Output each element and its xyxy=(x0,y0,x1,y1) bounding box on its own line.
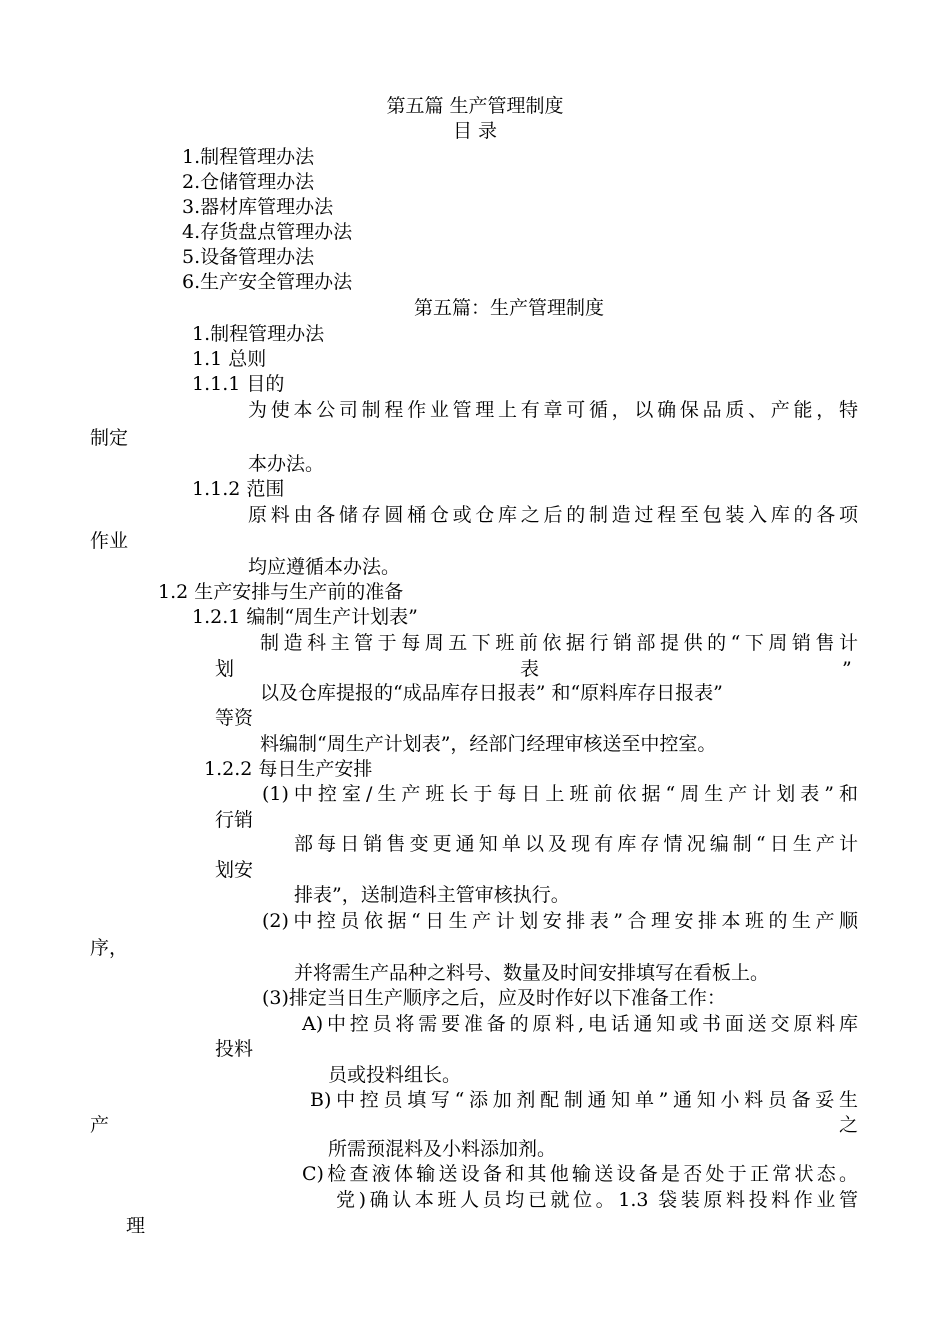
heading-level-3: 1.2.2 每日生产安排 xyxy=(204,758,373,780)
heading-level-3: 1.1.1 目的 xyxy=(192,373,285,395)
paragraph-line: 本办法。 xyxy=(248,453,325,475)
paragraph-line: 产 xyxy=(90,1114,110,1136)
paragraph-line: 部每日销售变更通知单以及现有库存情况编制“日生产计 xyxy=(294,833,858,855)
paragraph-line: 划 xyxy=(215,658,235,680)
paragraph-line: 行销 xyxy=(215,809,254,831)
paragraph-line: 均应遵循本办法。 xyxy=(248,556,401,578)
toc-item: 3.器材库管理办法 xyxy=(182,196,334,218)
toc-item: 2.仓储管理办法 xyxy=(182,171,315,193)
paragraph-line: 为使本公司制程作业管理上有章可循，以确保品质、产能，特 xyxy=(248,399,858,421)
heading-level-3: 1.1.2 范围 xyxy=(192,478,285,500)
paragraph-line: (3)排定当日生产顺序之后，应及时作好以下准备工作： xyxy=(262,987,726,1009)
paragraph-line: 所需预混料及小料添加剂。 xyxy=(328,1138,557,1160)
toc-item: 1.制程管理办法 xyxy=(182,146,315,168)
paragraph-line: 排表”，送制造科主管审核执行。 xyxy=(294,884,570,906)
paragraph-line: 制定 xyxy=(90,427,129,449)
paragraph-line: 党)确认本班人员均已就位。1.3 袋装原料投料作业管 xyxy=(336,1189,858,1211)
paragraph-line: 作业 xyxy=(90,530,129,552)
paragraph-line: (2)中控员依据“日生产计划安排表”合理安排本班的生产顺 xyxy=(262,910,858,932)
toc-item: 6.生产安全管理办法 xyxy=(182,271,353,293)
paragraph-line: A)中控员将需要准备的原料,电话通知或书面送交原料库 xyxy=(302,1013,858,1035)
paragraph-line: 料编制“周生产计划表”，经部门经理审核送至中控室。 xyxy=(260,733,717,755)
heading-level-3: 1.2.1 编制“周生产计划表” xyxy=(192,606,418,628)
toc-item: 5.设备管理办法 xyxy=(182,246,315,268)
paragraph-line: 等资 xyxy=(215,707,254,729)
paragraph-line: 投料 xyxy=(215,1038,254,1060)
paragraph-line: 并将需生产品种之料号、数量及时间安排填写在看板上。 xyxy=(294,962,770,984)
paragraph-line: 原料由各储存圆桶仓或仓库之后的制造过程至包装入库的各项 xyxy=(248,504,858,526)
paragraph-line: 制造科主管于每周五下班前依据行销部提供的“下周销售计 xyxy=(260,632,858,654)
toc-item: 4.存货盘点管理办法 xyxy=(182,221,353,243)
document-title: 第五篇 生产管理制度 xyxy=(386,95,564,117)
paragraph-line: 之 xyxy=(839,1114,859,1136)
paragraph-line: 员或投料组长。 xyxy=(328,1064,462,1086)
paragraph-line: 以及仓库提报的“成品库存日报表” 和“原料库存日报表” xyxy=(260,682,723,704)
heading-level-2: 1.1 总则 xyxy=(192,348,267,370)
paragraph-line: (1)中控室/生产班长于每日上班前依据“周生产计划表”和 xyxy=(262,783,858,805)
paragraph-line: 理 xyxy=(126,1215,146,1237)
paragraph-line: B)中控员填写“添加剂配制通知单”通知小料员备妥生 xyxy=(310,1089,858,1111)
paragraph-line: 表 xyxy=(520,658,540,680)
paragraph-line: ” xyxy=(842,658,852,680)
paragraph-line: C)检查液体输送设备和其他输送设备是否处于正常状态。 xyxy=(302,1163,858,1185)
heading-level-2: 1.2 生产安排与生产前的准备 xyxy=(158,581,404,603)
paragraph-line: 序， xyxy=(90,937,129,959)
toc-heading: 目 录 xyxy=(452,120,498,142)
paragraph-line: 划安 xyxy=(215,859,254,881)
heading-level-1: 1.制程管理办法 xyxy=(192,323,325,345)
section-title: 第五篇：生产管理制度 xyxy=(414,297,605,319)
